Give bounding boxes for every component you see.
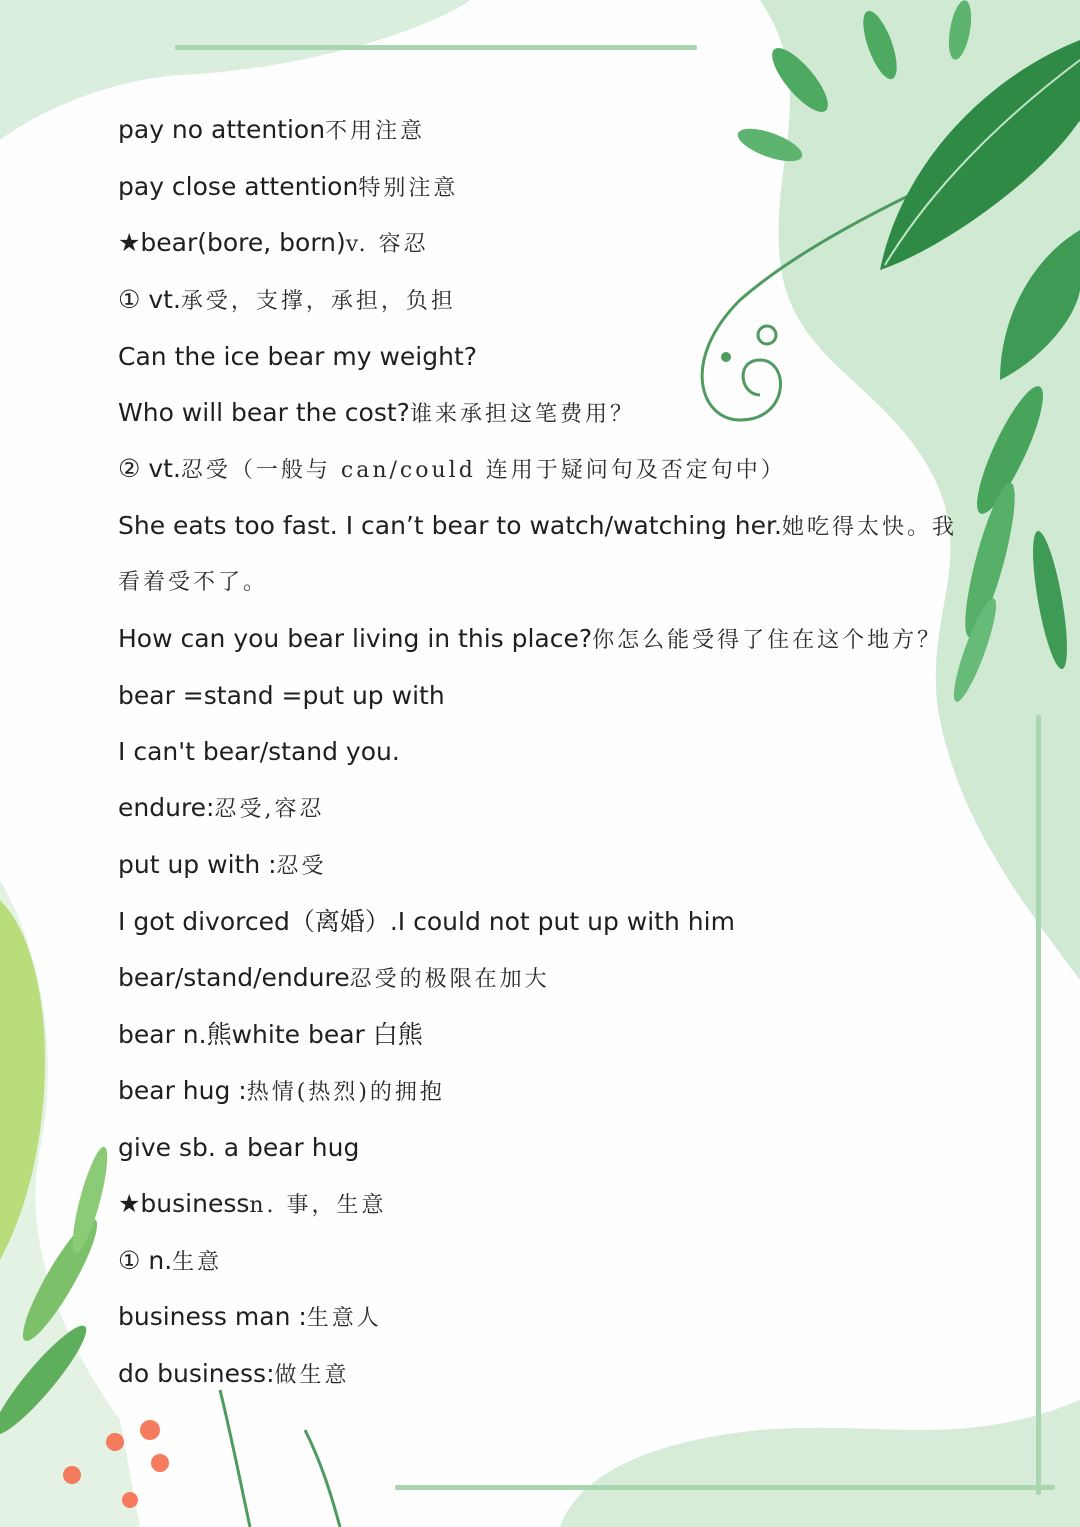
line-10 [118, 622, 942, 658]
line-13 [118, 791, 324, 827]
line-10-zh: 你怎么能受得了住在这个地方？ [592, 628, 943, 653]
leaf-left-yellow [0, 900, 45, 1260]
line-15 [118, 905, 735, 939]
berry-1 [140, 1420, 160, 1440]
line-1-zh: 不用注意 [325, 119, 426, 144]
line-8-en: She eats too fast. I can’t bear to watch/watching her. [118, 511, 782, 540]
line-18-en: bear hug : [118, 1076, 247, 1105]
line-15-en: I got divorced（离婚）.I could not put up with him [118, 907, 735, 936]
line-2-zh: 特别注意 [358, 176, 459, 201]
vine-dot-small [721, 352, 731, 362]
line-16-zh: 忍受的极限在加大 [349, 967, 550, 992]
bottom-rule [395, 1485, 1055, 1490]
line-22 [118, 1300, 382, 1336]
line-5 [118, 340, 477, 374]
line-9 [118, 564, 268, 600]
line-17 [118, 1018, 423, 1052]
line-7-zh: 忍受（一般与 can/could 连用于疑问句及否定句中） [180, 458, 786, 483]
top-rule [175, 45, 697, 50]
line-1 [118, 113, 425, 149]
line-7-en: ② vt. [118, 454, 181, 483]
line-3 [118, 226, 429, 262]
line-23-zh: 做生意 [274, 1363, 350, 1388]
line-21 [118, 1244, 222, 1280]
line-9-zh: 看着受不了。 [118, 570, 269, 595]
line-14-en: put up with : [118, 850, 277, 879]
line-8 [118, 509, 957, 545]
line-8-zh: 她吃得太快。我 [781, 515, 957, 540]
line-11 [118, 679, 445, 713]
berry-2 [106, 1433, 124, 1451]
line-21-zh: 生意 [172, 1250, 223, 1275]
line-16-en: bear/stand/endure [118, 963, 350, 992]
line-10-en: How can you bear living in this place? [118, 624, 593, 653]
line-14 [118, 848, 327, 884]
line-18-zh: 热情(热烈)的拥抱 [246, 1080, 445, 1105]
line-6 [118, 396, 635, 432]
line-6-zh: 谁来承担这笔费用？ [409, 402, 635, 427]
berry-5 [122, 1492, 138, 1508]
line-17-en: bear n.熊 [118, 1020, 232, 1049]
fern-stem [220, 1390, 250, 1527]
right-rule [1036, 715, 1041, 1495]
line-1-en: pay no attention [118, 115, 326, 144]
line-21-en: ① n. [118, 1246, 173, 1275]
line-4-en: ① vt. [118, 285, 181, 314]
line-19-en: give sb. a bear hug [118, 1133, 360, 1162]
line-7 [118, 452, 786, 488]
line-12-en: I can't bear/stand you. [118, 737, 400, 766]
line-22-zh: 生意人 [306, 1306, 382, 1331]
line-5-en: Can the ice bear my weight? [118, 342, 478, 371]
line-23-en: do business: [118, 1359, 275, 1388]
fern-stem-2 [305, 1430, 340, 1527]
line-4-zh: 承受，支撑，承担，负担 [180, 289, 456, 314]
line-2-en: pay close attention [118, 172, 359, 201]
line-3-zh: v. 容忍 [345, 232, 429, 257]
line-11-en: bear =stand =put up with [118, 681, 445, 710]
line-23 [118, 1357, 350, 1393]
bottom-right-wash [560, 1400, 1080, 1527]
line-20-en: ★business [118, 1189, 250, 1218]
line-12 [118, 735, 400, 769]
line-17-extra: white bear 白熊 [231, 1020, 423, 1049]
line-4 [118, 283, 456, 319]
line-13-zh: 忍受,容忍 [214, 797, 325, 822]
line-6-en: Who will bear the cost? [118, 398, 410, 427]
line-3-en: ★bear(bore, born) [118, 228, 346, 257]
line-13-en: endure: [118, 793, 215, 822]
vine-dot [758, 326, 776, 344]
line-16 [118, 961, 550, 997]
line-22-en: business man : [118, 1302, 307, 1331]
line-14-zh: 忍受 [276, 854, 327, 879]
berry-3 [151, 1454, 169, 1472]
line-20 [118, 1187, 387, 1223]
line-20-zh: n. 事，生意 [249, 1193, 387, 1218]
berry-4 [63, 1466, 81, 1484]
line-19 [118, 1131, 359, 1165]
line-2 [118, 170, 458, 206]
line-18 [118, 1074, 445, 1110]
